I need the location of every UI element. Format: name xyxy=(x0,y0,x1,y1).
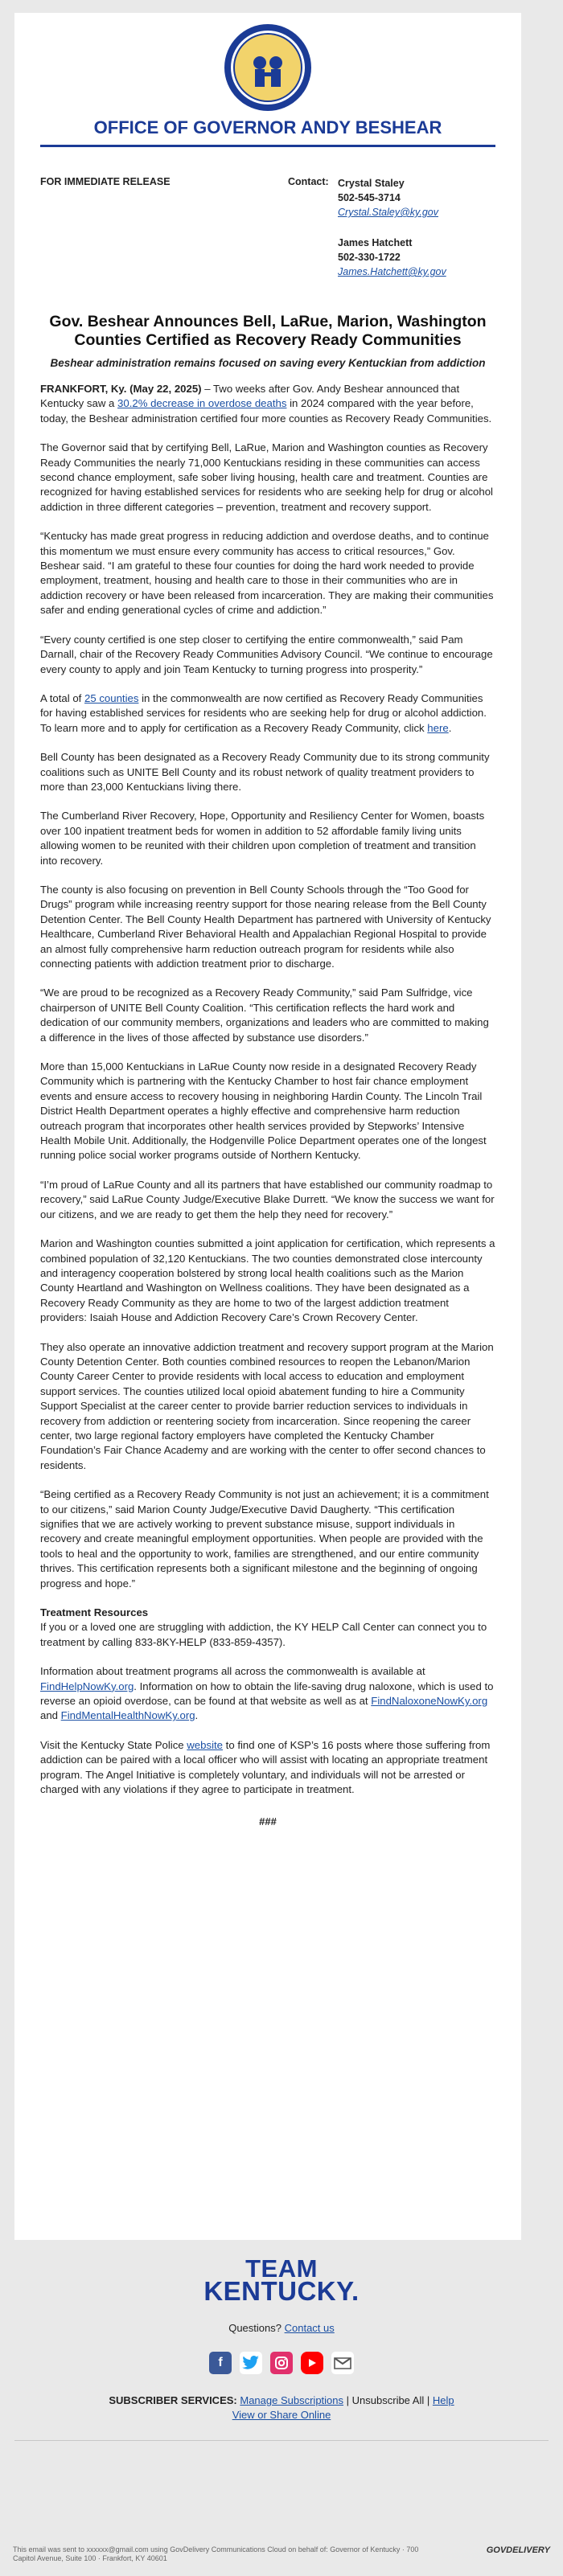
instagram-icon[interactable] xyxy=(270,2352,293,2374)
contact-card xyxy=(338,236,446,279)
paragraph-text: . xyxy=(448,721,452,734)
header-divider xyxy=(40,145,495,147)
contact-phone: 502-545-3714 xyxy=(338,192,401,203)
paragraph: More than 15,000 Kentuckians in LaRue County now reside in a designated Recovery Ready Community which is partnering with the Kentucky Chamber to host fair chance employment events and ensure access to recovery housing in neighboring Hardin County. The Lincoln Trail District Health Department operates a highly effective and comprehensive harm reduction outreach program that incorporates other health services provided by Stepworks’ Intensive Health Mobile Unit. Additionally, the Hodgenville Police Department operates one of the longest running police social worker programs outside of Northern Kentucky. xyxy=(40,1060,487,1162)
separator: | xyxy=(346,2394,350,2406)
ksp-website-link[interactable]: website xyxy=(187,1738,223,1751)
paragraph xyxy=(40,1664,495,1724)
dateline: FRANKFORT, Ky. (May 22, 2025) xyxy=(40,383,202,395)
paragraph: “Being certified as a Recovery Ready Community is not just an achievement; it is a commitment to our citizens,” said Marion County Judge/Executive David Daugherty. “This certification signifies that we are actively working to prevent substance misuse, support individuals in recovery and create meaningful employment opportunities. When people are provided with the tools to heal and the opportunity to work, families are strengthened, and our entire community thrives. This certification represents both a significant milestone and the beginning of ongoing progress and hope.” xyxy=(40,1488,489,1589)
social-links xyxy=(0,2352,563,2374)
press-release-card xyxy=(14,13,521,2240)
logo-team-text: TEAM xyxy=(245,2254,318,2283)
questions-line xyxy=(0,2322,563,2334)
paragraph: If you or a loved one are struggling with addiction, the KY HELP Call Center can connect you to treatment by calling 833-8KY-HELP (833-859-4357). xyxy=(40,1621,487,1648)
paragraph-text: to find one of KSP’s 16 posts where those suffering from addiction can be paired with a local officer who will assist with locating an appropriate treatment program. The Angel Initiative is completely voluntary, and individuals will not be arrested or charged with any violations if they agree to participate in treatment. xyxy=(40,1738,491,1796)
findnaloxonenow-link[interactable]: FindNaloxoneNowKy.org xyxy=(371,1695,488,1708)
end-mark: ### xyxy=(259,1815,277,1827)
contact-email-link[interactable]: James.Hatchett@ky.gov xyxy=(338,266,446,277)
paragraph: The county is also focusing on prevention in Bell County Schools through the “Too Good for Drugs” program while increasing reentry support for those nearing release from the Bell County Detention Center. The Bell County Health Department has partnered with University of Kentucky Healthcare, Cumberland River Behavioral Health and Appalachian Regional Hospital to provide an almost fully comprehensive harm reduction outreach program for residents while also connecting patients with addiction treatment prior to discharge. xyxy=(40,883,491,970)
paragraph: The Governor said that by certifying Bell, LaRue, Marion and Washington counties as Recovery Ready Communities the nearly 71,000 Kentuckians residing in these communities can access second chance employment, safe sober living housing, health care and treatment. Counties are recognized for having established services for residents who are seeking help for drug or alcohol addiction in three different categories – prevention, treatment and recovery support. xyxy=(40,441,493,513)
resources-heading: Treatment Resources xyxy=(40,1606,149,1619)
email-icon[interactable] xyxy=(331,2352,354,2374)
paragraph-text: . xyxy=(195,1709,199,1722)
twitter-icon[interactable] xyxy=(240,2352,262,2374)
logo-kentucky-text: KENTUCKY. xyxy=(203,2276,360,2306)
release-header xyxy=(40,176,495,279)
paragraph-text: Visit the Kentucky State Police xyxy=(40,1738,187,1751)
facebook-icon[interactable]: f xyxy=(209,2352,232,2374)
questions-label: Questions? xyxy=(228,2322,282,2334)
paragraph: Marion and Washington counties submitted a joint application for certification, which represents a combined population of 32,120 Kentuckians. The two counties demonstrated close intercounty and interagency cooperation bolstered by strong local health coalitions such as the Marion County Heartland and Washington on Wellness coalitions. They have been designated as a Recovery Ready Community as they are home to two of the largest addiction treatment providers: Isaiah House and Addiction Recovery Care’s Crown Recovery Center. xyxy=(40,1237,495,1324)
subscriber-services xyxy=(0,2393,563,2422)
contact-name: Crystal Staley xyxy=(338,178,405,189)
article-body xyxy=(40,382,495,1827)
bottom-disclaimer: This email was sent to xxxxxx@gmail.com using GovDelivery Communications Cloud on behalf of: Governor of Kentucky · 700 Capitol Avenue, Suite 100 · Frankfort, KY 40601 xyxy=(13,2545,419,2562)
govdelivery-logo[interactable]: GOVDELIVERY xyxy=(486,2545,550,2555)
paragraph-text: – Two weeks after Gov. Andy Beshear announced that Kentucky saw a xyxy=(40,383,460,410)
team-kentucky-logo xyxy=(0,2254,563,2306)
manage-subscriptions-link[interactable]: Manage Subscriptions xyxy=(240,2394,344,2406)
article-subtitle: Beshear administration remains focused on saving every Kentuckian from addiction xyxy=(50,357,486,369)
paragraph-text: A total of xyxy=(40,691,84,704)
paragraph-lead xyxy=(40,382,495,426)
contact-us-link[interactable]: Contact us xyxy=(284,2322,335,2334)
help-link[interactable]: Help xyxy=(432,2394,454,2406)
separator: | xyxy=(426,2394,430,2406)
paragraph: “Kentucky has made great progress in reducing addiction and overdose deaths, and to continue this momentum we must ensure every community has access to critical resources,” Gov. Beshear said. “I am grateful to these four counties for doing the hard work needed to provide employment, treatment, housing and health care to those in their communities who are in addiction recovery or have been released from incarceration. They are making their communities safer and ending generational cycles of crime and addiction.” xyxy=(40,530,494,617)
contact-card xyxy=(338,176,446,219)
contact-email-link[interactable]: Crystal.Staley@ky.gov xyxy=(338,207,438,218)
paragraph: “Every county certified is one step closer to certifying the entire commonwealth,” said Pam Darnall, chair of the Recovery Ready Communities Advisory Council. “We continue to encourage every county to apply and join Team Kentucky to turning progress into prosperity.” xyxy=(40,633,493,675)
paragraph: “We are proud to be recognized as a Recovery Ready Community,” said Pam Sulfridge, vice chairperson of UNITE Bell County Coalition. “This certification reflects the hard work and dedication of our community members, organizations and leaders who are committed to making a difference in the lives of those affected by substance use disorders.” xyxy=(40,987,489,1044)
release-label: FOR IMMEDIATE RELEASE xyxy=(40,176,171,187)
unsubscribe-all-link[interactable]: Unsubscribe All xyxy=(351,2394,425,2406)
contact-label: Contact: xyxy=(288,176,329,187)
contacts-list xyxy=(338,176,446,279)
email-footer xyxy=(0,2254,563,2441)
contact-name: James Hatchett xyxy=(338,237,413,248)
certification-here-link[interactable]: here xyxy=(427,721,449,734)
paragraph: They also operate an innovative addiction treatment and recovery support program at the Marion County Detention Center. Both counties combined resources to reopen the Lebanon/Marion County Career Center to provide residents with local access to education and employment support services. The counties utilized local opioid abatement funding to hire a Community Support Specialist at the career center to provide barrier reduction services to individuals in recovery from addiction or reentering society from incarceration. Since reopening the career center, two large regional factory employers have completed the Kentucky Chamber Foundation’s Fair Chance Academy and are working with the center to offer second chances to residents. xyxy=(40,1340,494,1471)
paragraph-text: in the commonwealth are now certified as Recovery Ready Communities for having established services for residents who are seeking help for drug or alcohol addiction. To learn more and to apply for certification as a Recovery Ready Community, click xyxy=(40,691,487,734)
overdose-decrease-link[interactable]: 30.2% decrease in overdose deaths xyxy=(117,397,287,410)
paragraph-text: Information about treatment programs all across the commonwealth is available at xyxy=(40,1665,425,1678)
paragraph-text: . Information on how to obtain the life-saving drug naloxone, which is used to reverse an opioid overdose, can be found at that website as well as at xyxy=(40,1680,494,1708)
footer-divider xyxy=(14,2440,549,2441)
findhelpnow-link[interactable]: FindHelpNowKy.org xyxy=(40,1680,134,1692)
youtube-icon[interactable] xyxy=(301,2352,323,2374)
paragraph-text: and xyxy=(40,1709,61,1722)
paragraph: The Cumberland River Recovery, Hope, Opportunity and Resiliency Center for Women, boasts over 100 inpatient treatment beds for women in addition to 52 affordable family living units allowing women to be reunited with their children upon completion of treatment and transition into recovery. xyxy=(40,810,485,867)
subscriber-label: SUBSCRIBER SERVICES: xyxy=(109,2394,237,2406)
bottom-bar xyxy=(13,2545,550,2563)
view-share-online-link[interactable]: View or Share Online xyxy=(232,2409,331,2421)
paragraph xyxy=(40,1738,495,1798)
resources-heading-wrap xyxy=(40,1606,495,1620)
office-title: OFFICE OF GOVERNOR ANDY BESHEAR xyxy=(93,117,442,137)
kentucky-seal-icon xyxy=(223,23,313,113)
paragraph xyxy=(40,691,495,736)
paragraph: Bell County has been designated as a Recovery Ready Community due to its strong community coalitions such as UNITE Bell County and its robust network of quality treatment providers to more than 23,000 Kentuckians living there. xyxy=(40,751,490,793)
contact-phone: 502-330-1722 xyxy=(338,252,401,263)
paragraph-text: in 2024 compared with the year before, today, the Beshear administration certified four more counties as Recovery Ready Communities. xyxy=(40,397,492,425)
findmentalhealthnow-link[interactable]: FindMentalHealthNowKy.org xyxy=(60,1709,195,1722)
paragraph: “I’m proud of LaRue County and all its partners that have established our community roadmap to recovery,” said LaRue County Judge/Executive Blake Durrett. “We know the success we want for our citizens, and we are ready to get them the help they need for recovery.” xyxy=(40,1178,495,1220)
counties-link[interactable]: 25 counties xyxy=(84,691,139,704)
article-title: Gov. Beshear Announces Bell, LaRue, Marion, Washington Counties Certified as Recovery Ready Communities xyxy=(49,313,487,349)
